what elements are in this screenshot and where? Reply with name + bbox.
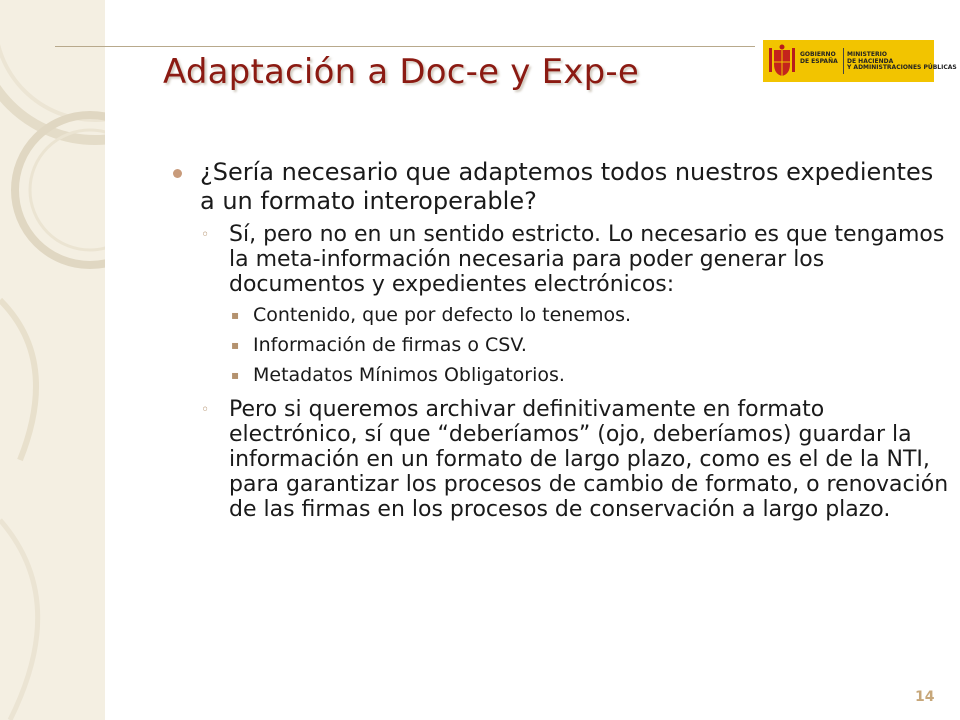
header-rule (55, 46, 755, 47)
ring-bullet-icon: ◦ (201, 402, 210, 418)
logo-divider (843, 48, 844, 74)
sub-bullet-answer-2: ◦ Pero si queremos archivar definitivamente en formato electrónico, sí que “deberíamos” (ojo, deberíamos) guardar la información en un formato de largo plazo, como es el de la NTI, para garantizar los procesos de cambio de formato, o renovación de las firmas en los procesos de conservación a largo plazo. (201, 397, 949, 522)
small-bullet-icon: ▪ (231, 368, 240, 382)
government-logo (763, 40, 957, 82)
ring-bullet-icon: ◦ (201, 227, 210, 243)
coat-of-arms-icon (769, 44, 795, 78)
sub-bullet-answer-1: ◦ Sí, pero no en un sentido estricto. Lo necesario es que tengamos la meta-información necesaria para poder generar los documentos y expedientes electrónicos: (201, 222, 945, 297)
small-bullet-icon: ▪ (231, 338, 240, 352)
logo-text-gobierno: GOBIERNO DE ESPAÑA (800, 51, 838, 65)
decorative-side-band (0, 0, 105, 720)
bullet-dot-icon (173, 169, 182, 178)
sub-sub-bullet-1: ▪ Contenido, que por defecto lo tenemos. (231, 304, 632, 326)
bullet-question: ¿Sería necesario que adaptemos todos nuestros expedientes a un formato interoperable? (170, 158, 950, 216)
slide-number: 14 (915, 689, 935, 705)
sub-sub-bullet-2: ▪ Información de firmas o CSV. (231, 334, 527, 356)
small-bullet-icon: ▪ (231, 308, 240, 322)
logo-text-ministerio: MINISTERIO DE HACIENDA Y ADMINISTRACIONES PÚBLICAS (847, 51, 957, 71)
slide-title: Adaptación a Doc-e y Exp-e (163, 52, 639, 92)
swirl-decoration (0, 0, 105, 720)
bullet-list (170, 158, 950, 522)
sub-sub-bullet-3: ▪ Metadatos Mínimos Obligatorios. (231, 364, 565, 386)
